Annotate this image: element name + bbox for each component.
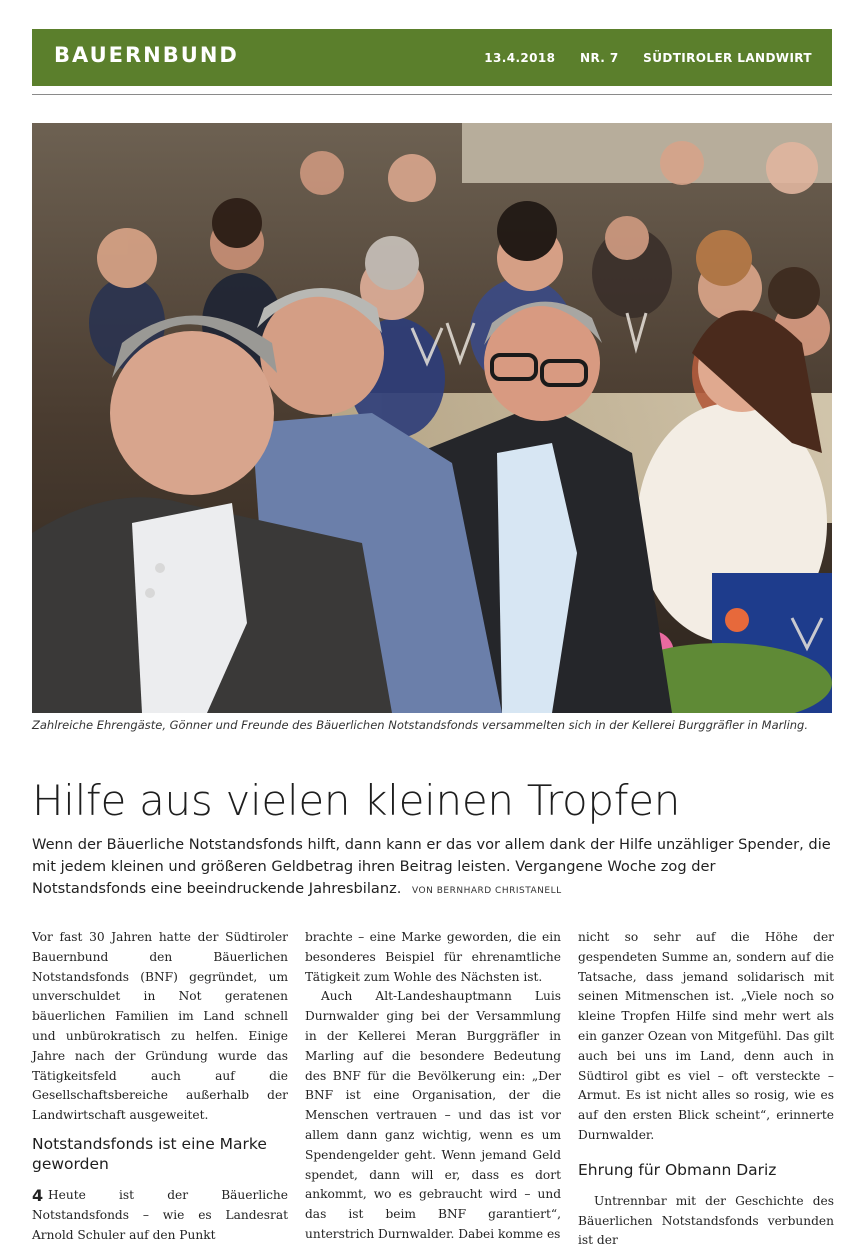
lead-text: Wenn der Bäuerliche Notstandsfonds hilft, dann kann er das vor allem dank der Hilfe unzähliger Spender, die mit jedem kleinen und größeren Geldbetrag ihren Beitrag leisten. Vergangene Woche zog der Notstandsfonds eine beeindruckende Jahresbilanz. — [32, 836, 831, 897]
subheading: Notstandsfonds ist eine Marke geworden — [32, 1134, 267, 1173]
paragraph: Auch Alt-Landeshauptmann Luis Durnwalder ging bei der Versammlung in der Kellerei Meran Burggräfler in Marling auf die besondere Bedeutung des BNF für die Bevölkerung ein: „Der BNF ist eine Organisation, der die Menschen vertrauen – und das ist vor allem dann ganz wichtig, wenn es um Spendengelder geht. Wenn jemand Geld spendet, dann will er, dass es dort ankommt, wo es gebraucht wird – und das ist beim BNF garantiert“, unterstrich Durnwalder. Dabei komme es — [305, 989, 561, 1241]
article-column-2 — [305, 928, 561, 1245]
header-divider — [32, 94, 832, 95]
paragraph: nicht so sehr auf die Höhe der gespendeten Summe an, sondern auf die Tatsache, dass jemand solidarisch mit seinen Mitmenschen ist. „Viele noch so kleine Tropfen Hilfe sind mehr wert als ein ganzer Ozean von Mitgefühl. Das gilt auch bei uns im Land, denn auch in Südtirol gibt es viel – oft versteckte – Armut. Es ist nicht alles so rosig, wie es auf den ersten Blick scheint“, erinnerte Durnwalder. — [578, 930, 834, 1142]
article-lead — [32, 834, 832, 902]
page-number: 4 — [32, 1186, 44, 1205]
section-title: BAUERNBUND — [54, 43, 239, 67]
paragraph: Vor fast 30 Jahren hatte der Südtiroler Bauernbund den Bäuerlichen Notstandsfonds (BNF) gegründet, um unverschuldet in Not geratenen bäuerlichen Familien im Land schnell und unbürokratisch zu helfen. Einige Jahre nach der Gründung wurde das Tätigkeitsfeld auch auf die Gesellschaftsbereiche außerhalb der Landwirtschaft ausgeweitet. — [32, 930, 288, 1123]
paragraph: Heute ist der Bäuerliche Notstandsfonds – wie es Landesrat Arnold Schuler auf den Punkt — [32, 1187, 288, 1242]
issue-meta — [464, 51, 812, 65]
issue-date: 13.4.2018 — [484, 51, 556, 65]
article-headline: Hilfe aus vielen kleinen Tropfen — [32, 776, 681, 825]
masthead-bar — [32, 29, 832, 86]
subheading: Ehrung für Obmann Dariz — [578, 1160, 777, 1179]
article-column-3 — [578, 928, 834, 1251]
photo-caption: Zahlreiche Ehrengäste, Gönner und Freunde des Bäuerlichen Notstandsfonds versammelten sich in der Kellerei Burggräfler in Marling. — [32, 718, 809, 732]
article-photo — [32, 123, 832, 713]
article-column-1 — [32, 928, 288, 1245]
publication-name: SÜDTIROLER LANDWIRT — [643, 51, 812, 65]
paragraph: brachte – eine Marke geworden, die ein besonderes Beispiel für ehrenamtliche Tätigkeit zum Wohle des Nächsten ist. — [305, 930, 561, 984]
byline: VON BERNHARD CHRISTANELL — [412, 886, 562, 896]
paragraph: Untrennbar mit der Geschichte des Bäuerlichen Notstandsfonds verbunden ist der — [578, 1193, 834, 1248]
issue-number: NR. 7 — [580, 51, 619, 65]
